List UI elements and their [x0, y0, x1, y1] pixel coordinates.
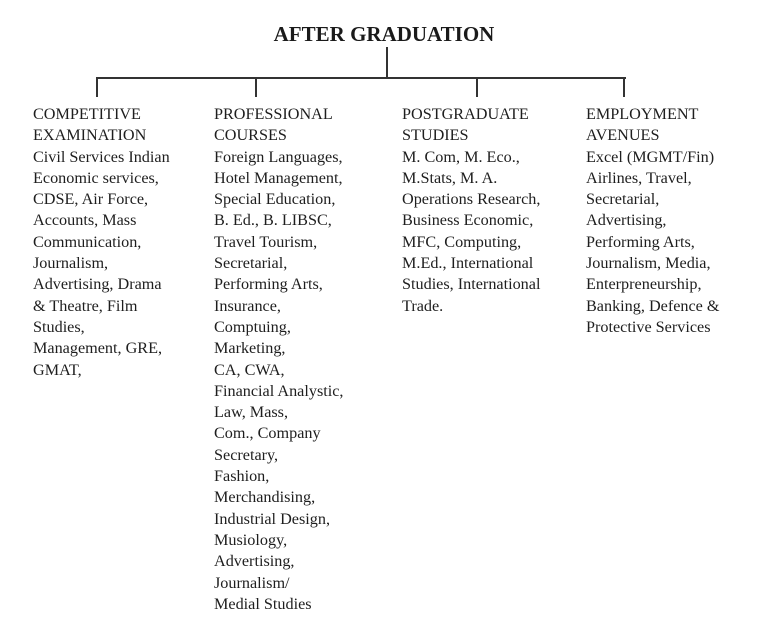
list-item: Journalism,: [33, 254, 109, 273]
column-competitive-examination: [33, 104, 170, 381]
list-item: Marketing,: [214, 339, 286, 358]
list-item: Insurance,: [214, 296, 281, 315]
list-item: Musiology,: [214, 530, 288, 549]
list-item: Airlines, Travel,: [586, 168, 692, 187]
list-item: Economic services,: [33, 168, 159, 187]
branch-drop-postgraduate: [476, 77, 478, 97]
column-heading: EMPLOYMENT: [586, 105, 699, 123]
list-item: Performing Arts,: [586, 232, 695, 251]
column-heading: PROFESSIONAL: [214, 105, 333, 123]
column-heading: STUDIES: [402, 126, 469, 145]
list-item: Studies,: [33, 317, 85, 336]
list-item: Merchandising,: [214, 488, 316, 507]
list-item: B. Ed., B. LIBSC,: [214, 211, 332, 230]
list-item: Com., Company: [214, 424, 321, 443]
list-item: Industrial Design,: [214, 509, 330, 528]
list-item: Special Education,: [214, 190, 336, 209]
list-item: Enterpreneurship,: [586, 275, 702, 294]
list-item: MFC, Computing,: [402, 232, 522, 251]
list-item: Studies, International: [402, 275, 541, 294]
list-item: Advertising,: [586, 211, 667, 230]
list-item: M. Com, M. Eco.,: [402, 147, 520, 166]
list-item: Protective Services: [586, 317, 711, 336]
list-item: CDSE, Air Force,: [33, 190, 149, 209]
list-item: Journalism, Media,: [586, 254, 711, 273]
list-item: Hotel Management,: [214, 168, 343, 187]
column-heading: POSTGRADUATE: [402, 105, 529, 123]
list-item: & Theatre, Film: [33, 296, 138, 315]
list-item: M.Ed., International: [402, 254, 534, 273]
list-item: Advertising, Drama: [33, 275, 162, 294]
branch-drop-professional: [255, 77, 257, 97]
list-item: Secretarial,: [214, 254, 288, 273]
column-heading: COMPETITIVE: [33, 105, 141, 123]
branch-drop-employment: [623, 77, 625, 97]
list-item: Performing Arts,: [214, 275, 323, 294]
list-item: Advertising,: [214, 552, 295, 571]
column-employment-avenues: [586, 104, 720, 338]
list-item: Communication,: [33, 232, 142, 251]
list-item: Trade.: [402, 296, 444, 315]
root-connector: [386, 47, 388, 79]
list-item: Travel Tourism,: [214, 232, 318, 251]
list-item: Excel (MGMT/Fin): [586, 147, 715, 166]
list-item: Financial Analystic,: [214, 381, 344, 400]
branch-drop-competitive: [96, 77, 98, 97]
list-item: Business Economic,: [402, 211, 534, 230]
list-item: Management, GRE,: [33, 339, 163, 358]
column-heading: COURSES: [214, 126, 287, 145]
list-item: M.Stats, M. A.: [402, 168, 498, 187]
list-item: Secretarial,: [586, 190, 660, 209]
column-heading: AVENUES: [586, 126, 660, 145]
list-item: Comptuing,: [214, 317, 291, 336]
list-item: Accounts, Mass: [33, 211, 137, 230]
column-postgraduate-studies: [402, 104, 540, 317]
list-item: GMAT,: [33, 360, 82, 379]
list-item: Civil Services Indian: [33, 147, 170, 166]
branch-bar: [96, 77, 626, 79]
list-item: Fashion,: [214, 467, 270, 486]
list-item: Secretary,: [214, 445, 279, 464]
list-item: Law, Mass,: [214, 403, 289, 422]
diagram-title: AFTER GRADUATION: [273, 22, 495, 46]
list-item: Operations Research,: [402, 190, 541, 209]
list-item: CA, CWA,: [214, 360, 285, 379]
list-item: Journalism/: [214, 573, 290, 592]
list-item: Medial Studies: [214, 594, 312, 613]
column-heading: EXAMINATION: [33, 126, 147, 145]
list-item: Foreign Languages,: [214, 147, 343, 166]
list-item: Banking, Defence &: [586, 296, 720, 315]
column-professional-courses: [214, 104, 343, 615]
